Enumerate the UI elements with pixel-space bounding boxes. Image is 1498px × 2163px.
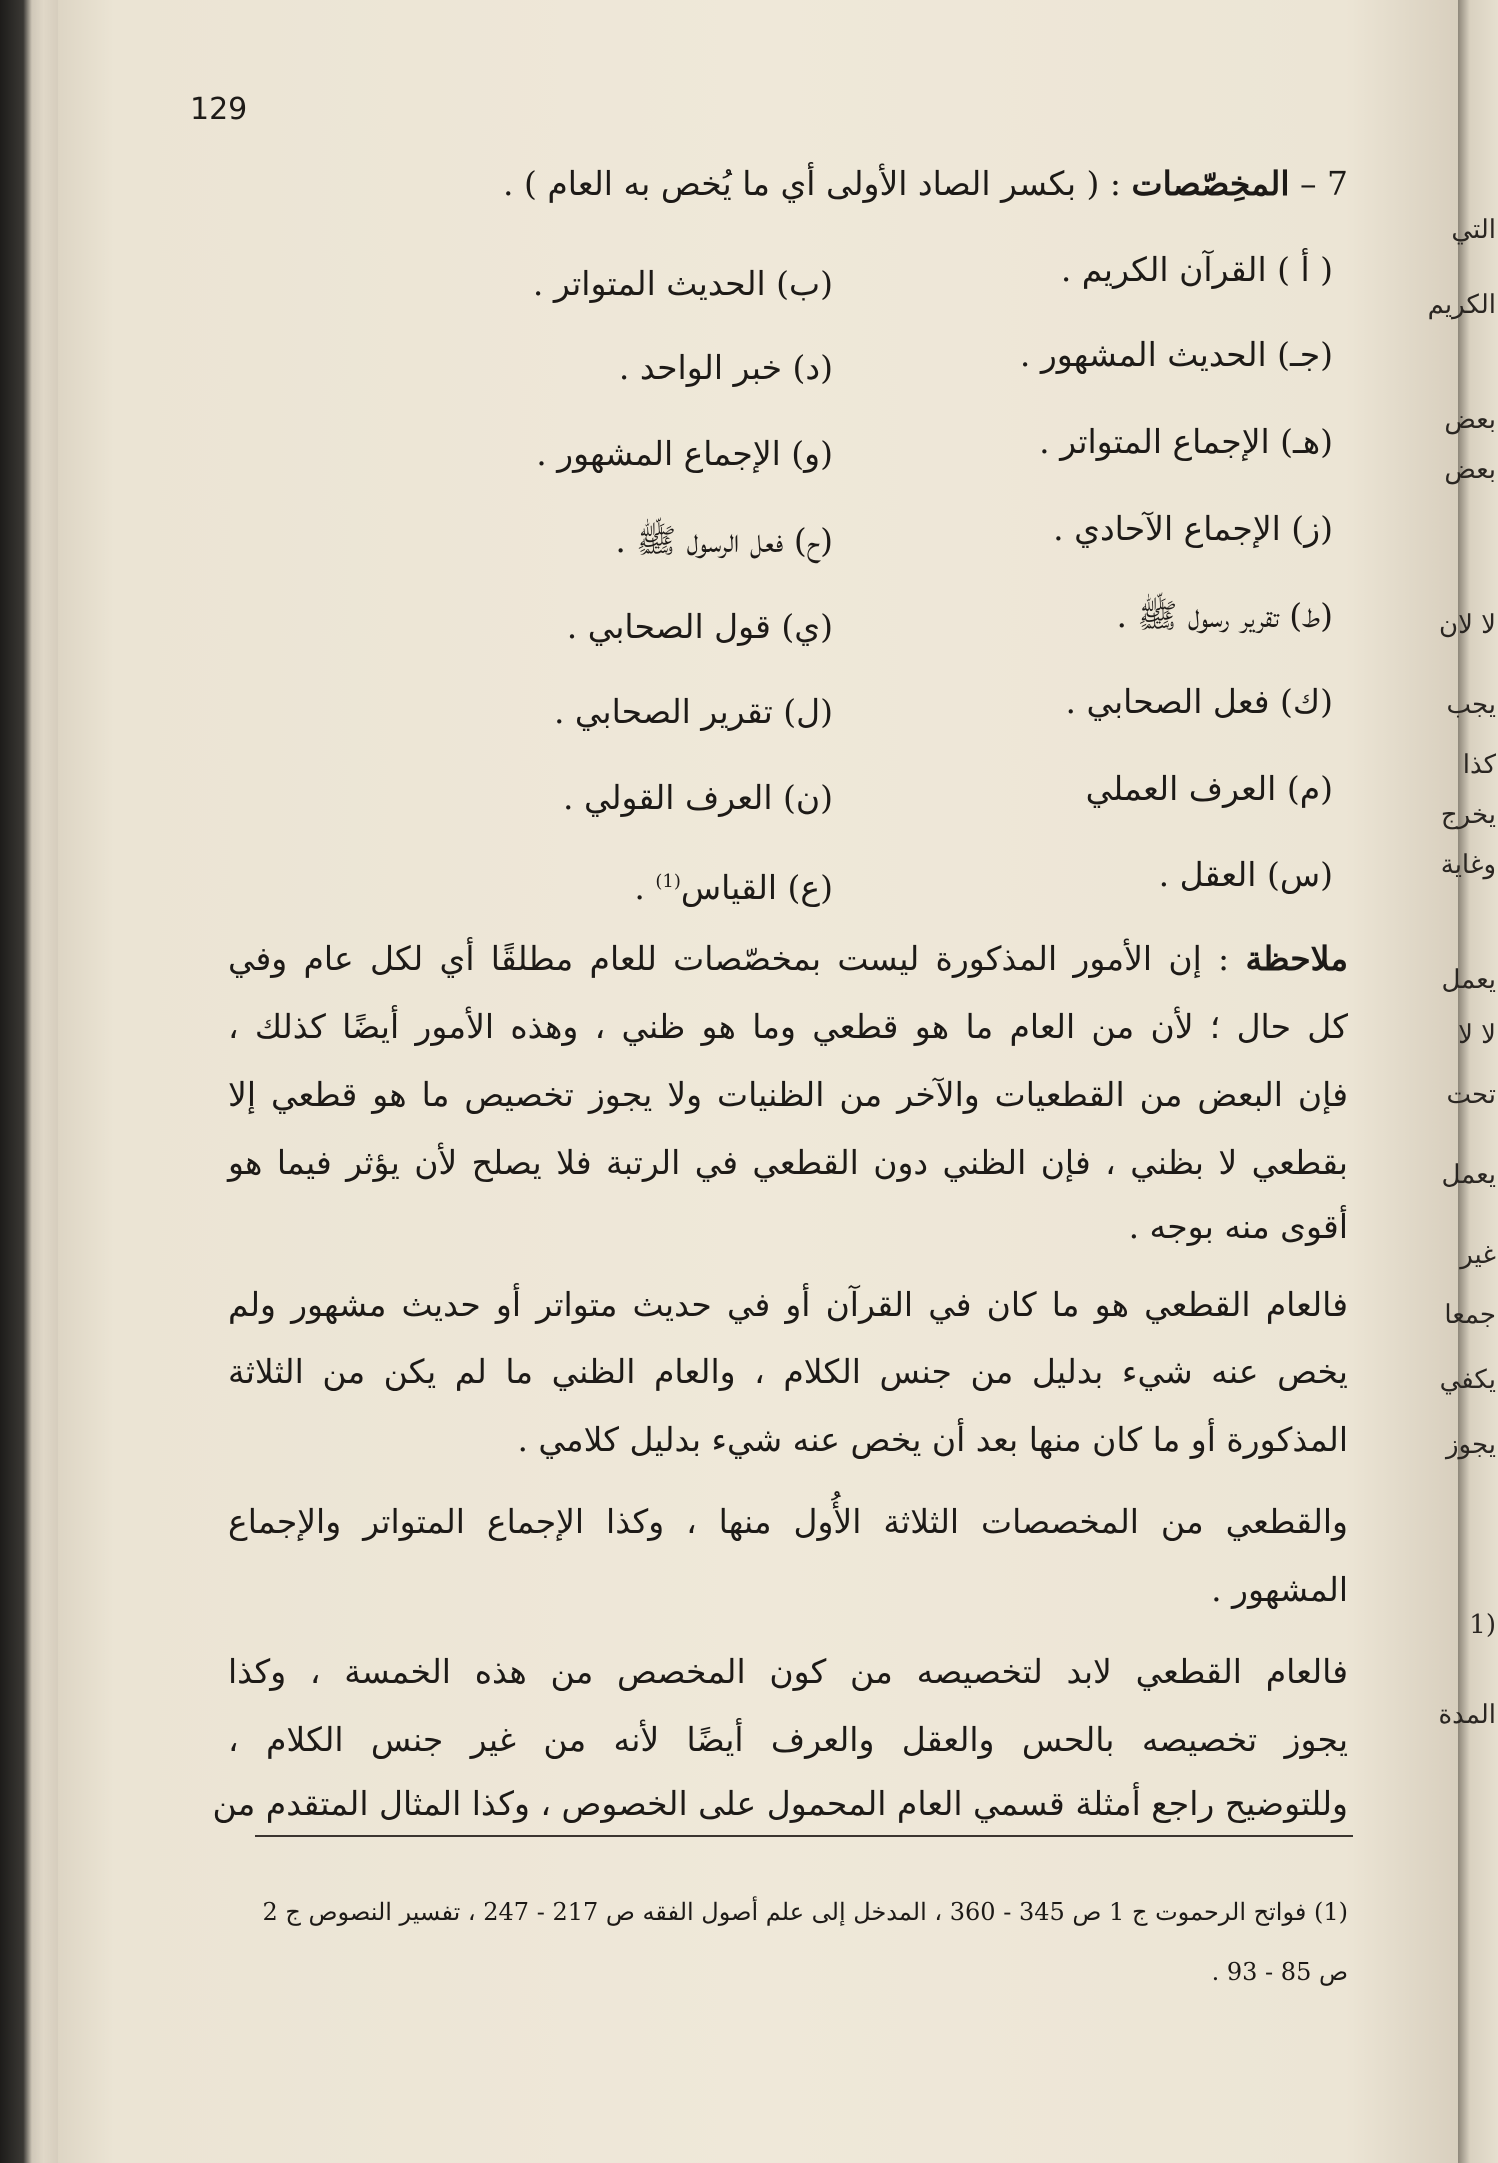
note-line: أقوى منه بوجه . — [1128, 1207, 1348, 1246]
next-page-fragment: (1 — [1469, 1610, 1496, 1640]
paragraph-line: يخص عنه شيء بدليل من جنس الكلام ، والعام الظني ما لم يكن من الثلاثة — [228, 1352, 1348, 1391]
list-item: (ز) الإجماع الآحادي . — [1053, 509, 1333, 548]
next-page-fragment: جمعا — [1444, 1300, 1496, 1330]
next-page-fragment: المدة — [1438, 1700, 1496, 1730]
heading-term: المخِصّصات — [1131, 164, 1290, 203]
list-item: (ل) تقرير الصحابي . — [553, 692, 833, 731]
page-number: 129 — [190, 92, 248, 127]
next-page-fragment: يخرج — [1440, 800, 1496, 830]
next-page-fragment: يعمل — [1441, 1160, 1496, 1190]
footnote-ref: (1) — [655, 871, 681, 892]
list-item: (ن) العرف القولي . — [562, 778, 833, 817]
next-page-fragment: يجوز — [1445, 1430, 1496, 1460]
paragraph-line: المشهور . — [1211, 1570, 1348, 1609]
footnote-line: (1) فواتح الرحموت ج 1 ص 345 - 360 ، المدخل إلى علم أصول الفقه ص 217 - 247 ، تفسير النصوص ج 2 — [262, 1898, 1348, 1926]
note-line — [228, 937, 1348, 981]
list-item: ( أ ) القرآن الكريم . — [1060, 250, 1333, 289]
note-line: كل حال ؛ لأن من العام ما هو قطعي وما هو ظني ، وهذه الأمور أيضًا كذلك ، — [228, 1007, 1348, 1046]
list-item: (ب) الحديث المتواتر . — [532, 264, 833, 303]
list-item-end: . — [634, 868, 656, 907]
next-page-fragment: وغاية — [1440, 850, 1496, 880]
paragraph-line: فالعام القطعي هو ما كان في القرآن أو في حديث متواتر أو حديث مشهور ولم — [228, 1285, 1348, 1324]
list-item: (س) العقل . — [1158, 855, 1333, 894]
next-page-fragment: غير — [1460, 1240, 1496, 1270]
next-page-fragment: بعض — [1444, 405, 1496, 435]
next-page-edge — [1427, 0, 1498, 2163]
next-page-fragment: يعمل — [1441, 965, 1496, 995]
list-item: (هـ) الإجماع المتواتر . — [1039, 422, 1333, 461]
paragraph-line: وللتوضيح راجع أمثلة قسمي العام المحمول على الخصوص ، وكذا المثال المتقدم من — [212, 1784, 1348, 1823]
paragraph-line: والقطعي من المخصصات الثلاثة الأُول منها ، وكذا الإجماع المتواتر والإجماع — [228, 1502, 1348, 1541]
next-page-fragment: تحت — [1446, 1080, 1496, 1110]
list-item: (ك) فعل الصحابي . — [1065, 682, 1333, 721]
list-item: (و) الإجماع المشهور . — [536, 434, 833, 473]
next-page-fragment: لا لان — [1438, 610, 1496, 640]
heading-explanation: : ( بكسر الصاد الأولى أي ما يُخص به العام ) . — [503, 164, 1122, 203]
note-line: بقطعي لا بظني ، فإن الظني دون القطعي في الرتبة فلا يصلح لأن يؤثر فيما هو — [228, 1143, 1348, 1182]
next-page-fragment: يجب — [1446, 690, 1496, 720]
next-page-fragment: بعض — [1444, 455, 1496, 485]
note-label: ملاحظة — [1245, 939, 1348, 978]
paragraph-line: المذكورة أو ما كان منها بعد أن يخص عنه شيء بدليل كلامي . — [517, 1420, 1348, 1459]
next-page-fragment: كذا — [1462, 750, 1496, 780]
list-item: (ط) تقرير رسول ﷺ . — [1116, 596, 1333, 635]
footnote-separator — [255, 1835, 1353, 1837]
paragraph-line: فالعام القطعي لابد لتخصيصه من كون المخصص من هذه الخمسة ، وكذا — [228, 1652, 1348, 1691]
list-item: (ح) فعل الرسول ﷺ . — [615, 521, 833, 560]
note-line: فإن البعض من القطعيات والآخر من الظنيات ولا يجوز تخصيص ما هو قطعي إلا — [228, 1075, 1348, 1114]
section-heading — [228, 162, 1348, 206]
next-page-fragment: لا لا — [1458, 1020, 1496, 1050]
next-page-fragment: التي — [1451, 215, 1496, 245]
heading-number: 7 – — [1300, 164, 1348, 203]
paragraph-line: يجوز تخصيصه بالحس والعقل والعرف أيضًا لأنه من غير جنس الكلام ، — [228, 1720, 1348, 1759]
list-item — [403, 860, 833, 910]
list-item: (د) خبر الواحد . — [618, 348, 833, 387]
list-item: (جـ) الحديث المشهور . — [1019, 335, 1333, 374]
list-item: (ي) قول الصحابي . — [566, 607, 833, 646]
next-page-fragment: الكريم — [1427, 290, 1496, 320]
note-text: : إن الأمور المذكورة ليست بمخصّصات للعام مطلقًا أي لكل عام وفي — [228, 939, 1230, 978]
list-item-text: (ع) القياس — [680, 868, 833, 907]
footnote-line: ص 85 - 93 . — [1211, 1958, 1348, 1986]
list-item: (م) العرف العملي — [1085, 769, 1333, 808]
page-stack-edge — [0, 0, 58, 2163]
next-page-fragment: يكفي — [1439, 1365, 1496, 1395]
